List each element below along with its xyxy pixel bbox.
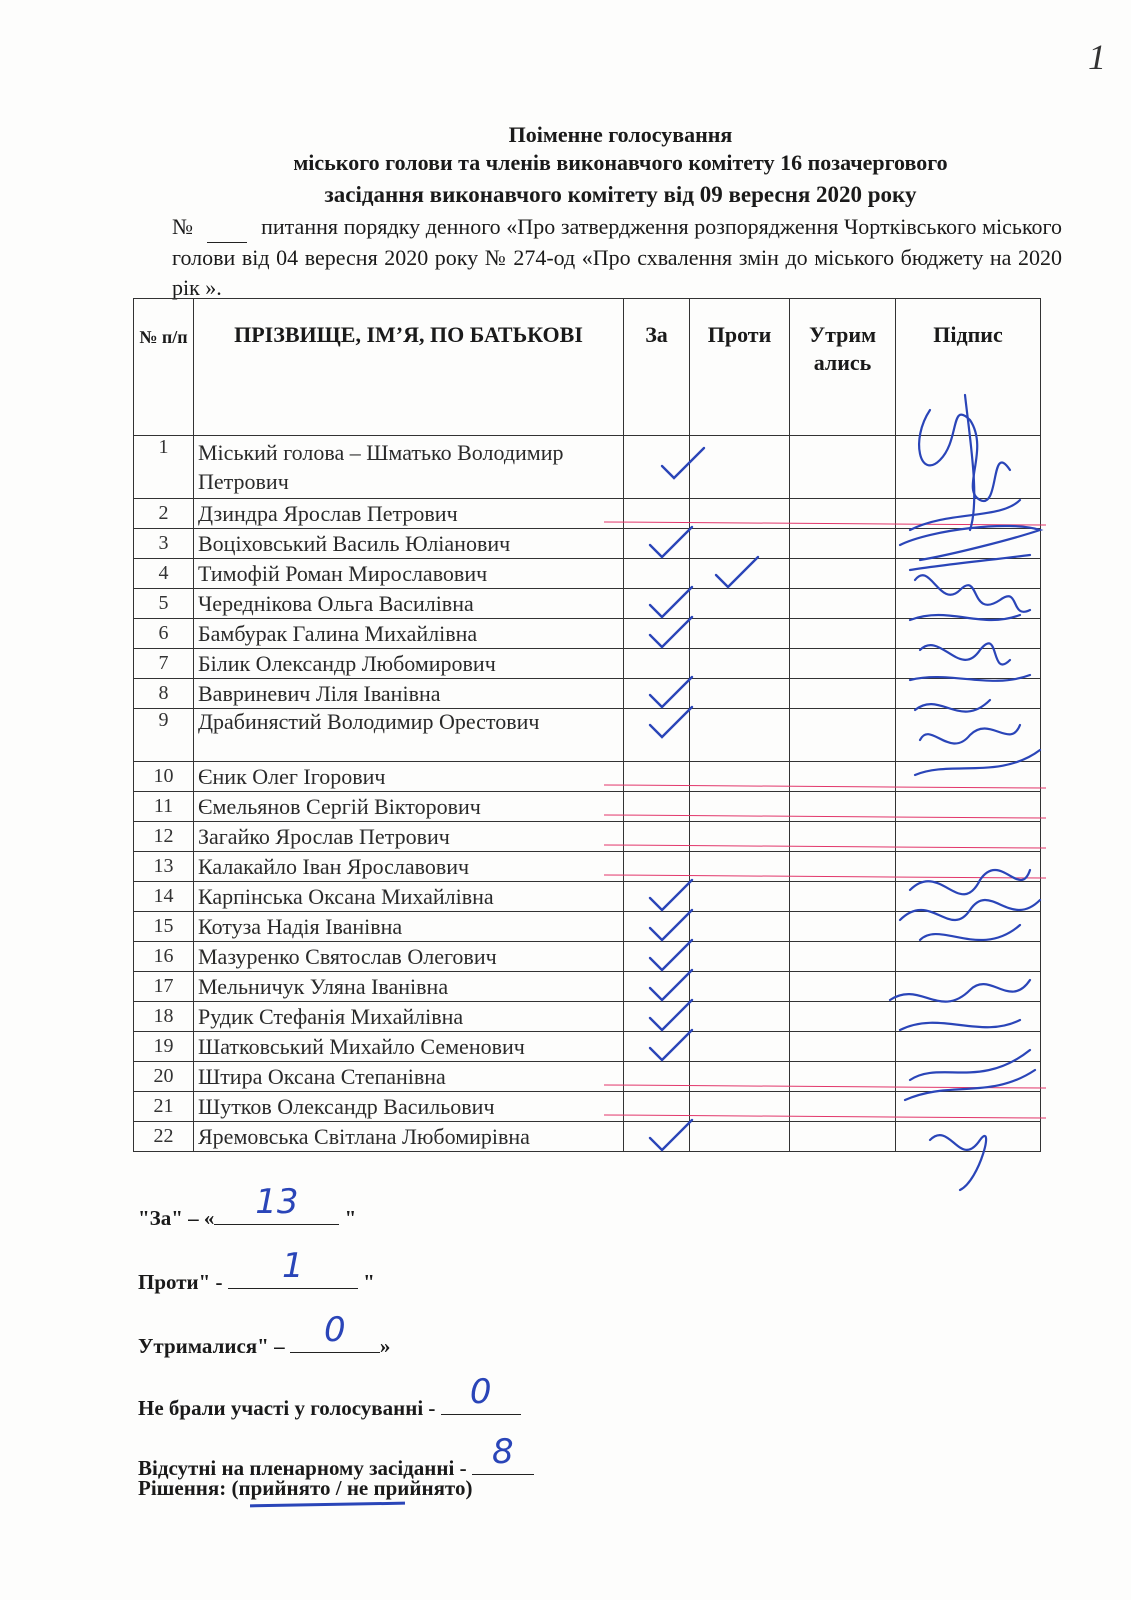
- summary-not-voting-value: 0: [469, 1372, 492, 1412]
- table-row: [134, 619, 1041, 649]
- checkmark-icon: [646, 615, 696, 651]
- row-number: 22: [134, 1122, 194, 1152]
- vote-against-cell: [690, 762, 790, 792]
- row-number: 19: [134, 1032, 194, 1062]
- member-name: Вавриневич Ліля Іванівна: [194, 679, 624, 709]
- header-number: № п/п: [134, 299, 194, 436]
- summary-abstained-value: 0: [324, 1310, 346, 1350]
- vote-for-cell: [624, 709, 690, 762]
- checkmark-icon: [646, 705, 696, 741]
- vote-abstained-cell: [790, 709, 896, 762]
- row-number: 4: [134, 559, 194, 589]
- doc-title: Поіменне голосування: [508, 122, 733, 147]
- signature-cell: [896, 529, 1041, 559]
- summary-against-end: ": [363, 1270, 375, 1294]
- vote-abstained-cell: [790, 1032, 896, 1062]
- agenda-text: питання порядку денного «Про затвердження розпорядження Чортківського міського голови від 04 вересня 2020 року № 274-од «Про схвалення змін до міського бюджету на 2020 рік ».: [172, 214, 1062, 300]
- vote-for-cell: [624, 942, 690, 972]
- vote-abstained-cell: [790, 912, 896, 942]
- signature-cell: [896, 1032, 1041, 1062]
- table-row: [134, 649, 1041, 679]
- row-number: 17: [134, 972, 194, 1002]
- summary-against-label: Проти" -: [138, 1270, 223, 1294]
- vote-for-cell: [624, 559, 690, 589]
- signature-cell: [896, 912, 1041, 942]
- vote-for-cell: [624, 589, 690, 619]
- member-name: Штира Оксана Степанівна: [194, 1062, 624, 1092]
- vote-for-cell: [624, 972, 690, 1002]
- table-row: [134, 436, 1041, 499]
- table-header-row: [134, 299, 1041, 436]
- checkmark-icon: [646, 1028, 696, 1064]
- signature-cell: [896, 1122, 1041, 1152]
- vote-against-cell: [690, 589, 790, 619]
- member-name: Мельничук Уляна Іванівна: [194, 972, 624, 1002]
- vote-abstained-cell: [790, 972, 896, 1002]
- vote-for-cell: [624, 1122, 690, 1152]
- vote-against-cell: [690, 792, 790, 822]
- row-number: 6: [134, 619, 194, 649]
- summary-for: [138, 1182, 357, 1231]
- row-number: 2: [134, 499, 194, 529]
- table-row: [134, 589, 1041, 619]
- summary-for-blank: [214, 1182, 339, 1225]
- row-number: 13: [134, 852, 194, 882]
- vote-against-cell: [690, 709, 790, 762]
- summary-for-value: 13: [255, 1182, 299, 1222]
- member-name: Драбинястий Володимир Орестович: [194, 709, 624, 762]
- vote-abstained-cell: [790, 619, 896, 649]
- member-name: Мазуренко Святослав Олегович: [194, 942, 624, 972]
- table-row: [134, 679, 1041, 709]
- summary-abstained-label: Утрималися" –: [138, 1334, 285, 1358]
- vote-for-cell: [624, 1062, 690, 1092]
- summary-against-blank: [228, 1246, 358, 1289]
- row-number: 20: [134, 1062, 194, 1092]
- member-name: Ємельянов Сергій Вікторович: [194, 792, 624, 822]
- vote-for-cell: [624, 882, 690, 912]
- member-name: Карпінська Оксана Михайлівна: [194, 882, 624, 912]
- doc-subtitle-line2: засідання виконавчого комітету від 09 вересня 2020 року: [324, 182, 917, 207]
- vote-against-cell: [690, 649, 790, 679]
- decision-underline: [250, 1502, 405, 1508]
- summary-absent-label: Відсутні на пленарному засіданні -: [138, 1456, 467, 1480]
- vote-abstained-cell: [790, 649, 896, 679]
- summary-against-value: 1: [281, 1246, 304, 1286]
- header-signature: Підпис: [896, 299, 1041, 436]
- summary-against: [138, 1246, 375, 1295]
- member-name: Загайко Ярослав Петрович: [194, 822, 624, 852]
- signature-cell: [896, 436, 1041, 499]
- summary-for-label: "За" – «: [138, 1206, 215, 1230]
- row-number: 21: [134, 1092, 194, 1122]
- vote-abstained-cell: [790, 1002, 896, 1032]
- signature-cell: [896, 972, 1041, 1002]
- row-number: 16: [134, 942, 194, 972]
- row-number: 10: [134, 762, 194, 792]
- vote-for-cell: [624, 679, 690, 709]
- table-row: [134, 912, 1041, 942]
- summary-absent-blank: [472, 1432, 534, 1475]
- summary-decision: [138, 1476, 472, 1501]
- vote-for-cell: [624, 792, 690, 822]
- vote-for-cell: [624, 912, 690, 942]
- summary-abstained-blank: [290, 1310, 380, 1353]
- signature-cell: [896, 589, 1041, 619]
- summary-not-voting-blank: [441, 1372, 521, 1415]
- vote-abstained-cell: [790, 436, 896, 499]
- vote-against-cell: [690, 436, 790, 499]
- member-name: Рудик Стефанія Михайлівна: [194, 1002, 624, 1032]
- page-number: 1: [1088, 37, 1106, 77]
- summary-absent-value: 8: [492, 1432, 514, 1472]
- vote-for-cell: [624, 822, 690, 852]
- vote-against-cell: [690, 972, 790, 1002]
- signature-cell: [896, 649, 1041, 679]
- summary-not-voting: [138, 1372, 521, 1421]
- member-name: Шатковський Михайло Семенович: [194, 1032, 624, 1062]
- member-name: Яремовська Світлана Любомирівна: [194, 1122, 624, 1152]
- vote-for-cell: [624, 436, 690, 499]
- vote-against-cell: [690, 882, 790, 912]
- vote-against-cell: [690, 619, 790, 649]
- summary-abstained-end: »: [379, 1334, 391, 1358]
- vote-for-cell: [624, 1032, 690, 1062]
- row-number: 11: [134, 792, 194, 822]
- table-row: [134, 972, 1041, 1002]
- vote-against-cell: [690, 852, 790, 882]
- row-number: 8: [134, 679, 194, 709]
- member-name: Тимофій Роман Мирославович: [194, 559, 624, 589]
- row-number: 9: [134, 709, 194, 762]
- table-row: [134, 709, 1041, 762]
- member-name: Бамбурак Галина Михайлівна: [194, 619, 624, 649]
- summary-decision-options: (прийнято / не прийнято): [231, 1476, 473, 1500]
- table-row: [134, 559, 1041, 589]
- signature-cell: [896, 709, 1041, 762]
- vote-against-cell: [690, 1032, 790, 1062]
- signature-cell: [896, 942, 1041, 972]
- vote-for-cell: [624, 852, 690, 882]
- checkmark-icon: [646, 1118, 696, 1154]
- vote-abstained-cell: [790, 1122, 896, 1152]
- member-name: Калакайло Іван Ярославович: [194, 852, 624, 882]
- checkmark-icon: [646, 525, 696, 561]
- vote-abstained-cell: [790, 589, 896, 619]
- signature-cell: [896, 619, 1041, 649]
- summary-for-end: ": [344, 1206, 357, 1230]
- table-row: [134, 882, 1041, 912]
- voting-table: [133, 298, 1041, 1152]
- row-number: 3: [134, 529, 194, 559]
- member-name: Міський голова – Шматько Володимир Петрович: [194, 436, 624, 499]
- header-name: ПРІЗВИЩЕ, ІМ’Я, ПО БАТЬКОВІ: [194, 299, 624, 436]
- member-name: Воціховський Василь Юліанович: [194, 529, 624, 559]
- vote-abstained-cell: [790, 529, 896, 559]
- vote-abstained-cell: [790, 882, 896, 912]
- summary-decision-label: Рішення:: [138, 1476, 227, 1500]
- vote-against-cell: [690, 1002, 790, 1032]
- vote-against-cell: [690, 942, 790, 972]
- vote-against-cell: [690, 529, 790, 559]
- vote-for-cell: [624, 619, 690, 649]
- vote-for-cell: [624, 529, 690, 559]
- vote-against-cell: [690, 1122, 790, 1152]
- row-number: 14: [134, 882, 194, 912]
- agenda-item: [172, 212, 1062, 303]
- vote-for-cell: [624, 649, 690, 679]
- vote-abstained-cell: [790, 679, 896, 709]
- row-number: 12: [134, 822, 194, 852]
- member-name: Дзиндра Ярослав Петрович: [194, 499, 624, 529]
- header-against: Проти: [690, 299, 790, 436]
- table-row: [134, 942, 1041, 972]
- summary-not-voting-label: Не брали участі у голосуванні -: [138, 1396, 436, 1420]
- member-name: Череднікова Ольга Василівна: [194, 589, 624, 619]
- vote-for-cell: [624, 1002, 690, 1032]
- doc-subtitle-line1: міського голови та членів виконавчого комітету 16 позачергового: [293, 150, 948, 175]
- vote-against-cell: [690, 912, 790, 942]
- vote-against-cell: [690, 679, 790, 709]
- vote-against-cell: [690, 559, 790, 589]
- member-name: Білик Олександр Любомирович: [194, 649, 624, 679]
- row-number: 5: [134, 589, 194, 619]
- row-number: 18: [134, 1002, 194, 1032]
- row-number: 1: [134, 436, 194, 499]
- vote-against-cell: [690, 1062, 790, 1092]
- vote-against-cell: [690, 1092, 790, 1122]
- signature-cell: [896, 1002, 1041, 1032]
- signature-cell: [896, 679, 1041, 709]
- vote-for-cell: [624, 499, 690, 529]
- header-for: За: [624, 299, 690, 436]
- vote-against-cell: [690, 822, 790, 852]
- table-row: [134, 1002, 1041, 1032]
- vote-abstained-cell: [790, 559, 896, 589]
- row-number: 15: [134, 912, 194, 942]
- table-row: [134, 1032, 1041, 1062]
- checkmark-icon: [712, 555, 762, 591]
- vote-abstained-cell: [790, 942, 896, 972]
- agenda-number-blank: [207, 212, 247, 243]
- vote-for-cell: [624, 1092, 690, 1122]
- header-abstained: Утрим ались: [790, 299, 896, 436]
- table-row: [134, 1122, 1041, 1152]
- member-name: Єник Олег Ігорович: [194, 762, 624, 792]
- signature-cell: [896, 559, 1041, 589]
- signature-cell: [896, 882, 1041, 912]
- summary-abstained: [138, 1310, 391, 1359]
- member-name: Шутков Олександр Васильович: [194, 1092, 624, 1122]
- member-name: Котуза Надія Іванівна: [194, 912, 624, 942]
- vote-against-cell: [690, 499, 790, 529]
- row-number: 7: [134, 649, 194, 679]
- table-row: [134, 529, 1041, 559]
- vote-for-cell: [624, 762, 690, 792]
- agenda-number-sign: №: [172, 214, 194, 239]
